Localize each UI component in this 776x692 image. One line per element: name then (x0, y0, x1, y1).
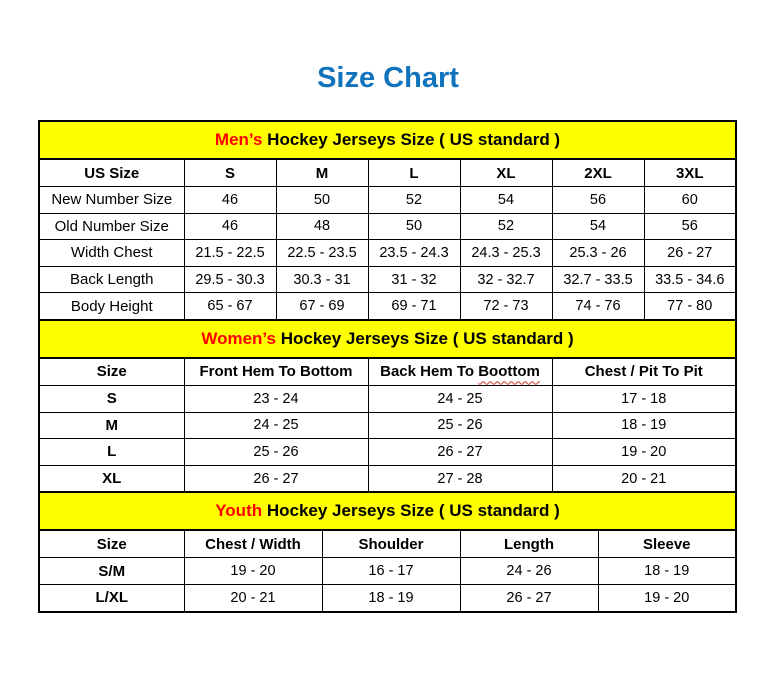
youth-size-value: 20 - 21 (184, 584, 322, 611)
youth-size-value: 18 - 19 (598, 558, 736, 585)
mens-size-value: 31 - 32 (368, 266, 460, 293)
womens-size-value: 27 - 28 (368, 465, 552, 492)
womens-column-header: Front Hem To Bottom (184, 358, 368, 386)
mens-size-value: 52 (368, 187, 460, 214)
mens-column-header: US Size (39, 159, 184, 187)
mens-size-value: 30.3 - 31 (276, 266, 368, 293)
womens-size-table (38, 319, 737, 493)
mens-size-value: 65 - 67 (184, 293, 276, 320)
womens-band-rest: Hockey Jerseys Size ( US standard ) (275, 328, 574, 348)
womens-table-row (39, 465, 736, 492)
mens-size-value: 69 - 71 (368, 293, 460, 320)
mens-size-value: 26 - 27 (644, 240, 736, 267)
mens-table-row (39, 266, 736, 293)
mens-size-value: 72 - 73 (460, 293, 552, 320)
mens-column-header: L (368, 159, 460, 187)
youth-size-value: 24 - 26 (460, 558, 598, 585)
mens-table-row (39, 213, 736, 240)
womens-size-value: 26 - 27 (368, 439, 552, 466)
youth-band-highlight: Youth (215, 501, 263, 521)
youth-table-row (39, 558, 736, 585)
womens-table-row (39, 412, 736, 439)
mens-row-label: Width Chest (39, 240, 184, 267)
youth-column-header: Length (460, 530, 598, 558)
mens-column-header: 3XL (644, 159, 736, 187)
womens-size-value: 25 - 26 (184, 439, 368, 466)
womens-size-value: 18 - 19 (552, 412, 736, 439)
youth-band-rest: Hockey Jerseys Size ( US standard ) (262, 501, 560, 521)
mens-size-value: 32.7 - 33.5 (552, 266, 644, 293)
womens-column-header: Size (39, 358, 184, 386)
youth-column-header: Chest / Width (184, 530, 322, 558)
youth-row-label: L/XL (39, 584, 184, 611)
mens-column-header: S (184, 159, 276, 187)
womens-row-label: XL (39, 465, 184, 492)
youth-size-value: 16 - 17 (322, 558, 460, 585)
mens-size-value: 54 (552, 213, 644, 240)
youth-table-row (39, 584, 736, 611)
mens-column-header: M (276, 159, 368, 187)
womens-column-header-prefix: Back Hem To (380, 363, 479, 381)
youth-size-value: 18 - 19 (322, 584, 460, 611)
womens-row-label: S (39, 385, 184, 412)
mens-row-label: New Number Size (39, 187, 184, 214)
womens-size-value: 24 - 25 (368, 385, 552, 412)
mens-size-value: 60 (644, 187, 736, 214)
youth-size-value: 19 - 20 (598, 584, 736, 611)
womens-column-header: Chest / Pit To Pit (552, 358, 736, 386)
womens-table-row (39, 439, 736, 466)
youth-column-header: Shoulder (322, 530, 460, 558)
size-tables (38, 120, 737, 613)
mens-size-value: 52 (460, 213, 552, 240)
mens-size-value: 25.3 - 26 (552, 240, 644, 267)
womens-column-header (368, 358, 552, 386)
womens-size-value: 19 - 20 (552, 439, 736, 466)
womens-row-label: M (39, 412, 184, 439)
womens-table-row (39, 385, 736, 412)
womens-column-header-misspelled-word: Boottom (478, 363, 540, 381)
mens-size-value: 23.5 - 24.3 (368, 240, 460, 267)
mens-size-value: 22.5 - 23.5 (276, 240, 368, 267)
mens-row-label: Body Height (39, 293, 184, 320)
mens-size-value: 33.5 - 34.6 (644, 266, 736, 293)
mens-size-value: 46 (184, 187, 276, 214)
mens-column-header: XL (460, 159, 552, 187)
womens-size-value: 24 - 25 (184, 412, 368, 439)
mens-size-value: 24.3 - 25.3 (460, 240, 552, 267)
womens-band-title (39, 320, 736, 358)
mens-row-label: Back Length (39, 266, 184, 293)
womens-band-highlight: Women’s (201, 328, 276, 348)
mens-size-value: 29.5 - 30.3 (184, 266, 276, 293)
womens-row-label: L (39, 439, 184, 466)
mens-size-value: 56 (552, 187, 644, 214)
mens-size-value: 56 (644, 213, 736, 240)
youth-row-label: S/M (39, 558, 184, 585)
womens-size-value: 25 - 26 (368, 412, 552, 439)
mens-band-title (39, 121, 736, 159)
mens-size-value: 77 - 80 (644, 293, 736, 320)
mens-row-label: Old Number Size (39, 213, 184, 240)
mens-size-value: 50 (368, 213, 460, 240)
mens-table-row (39, 240, 736, 267)
mens-band-rest: Hockey Jerseys Size ( US standard ) (262, 130, 561, 149)
youth-band-title (39, 492, 736, 530)
mens-table-row (39, 293, 736, 320)
youth-size-value: 26 - 27 (460, 584, 598, 611)
womens-size-value: 20 - 21 (552, 465, 736, 492)
mens-size-value: 74 - 76 (552, 293, 644, 320)
mens-size-table (38, 120, 737, 321)
womens-size-value: 17 - 18 (552, 385, 736, 412)
mens-size-value: 48 (276, 213, 368, 240)
mens-size-value: 50 (276, 187, 368, 214)
youth-column-header: Sleeve (598, 530, 736, 558)
mens-band-highlight: Men’s (214, 130, 263, 149)
womens-size-value: 23 - 24 (184, 385, 368, 412)
mens-table-row (39, 187, 736, 214)
mens-size-value: 32 - 32.7 (460, 266, 552, 293)
youth-column-header: Size (39, 530, 184, 558)
mens-size-value: 54 (460, 187, 552, 214)
mens-column-header: 2XL (552, 159, 644, 187)
womens-size-value: 26 - 27 (184, 465, 368, 492)
page-title: Size Chart (317, 62, 459, 94)
youth-size-value: 19 - 20 (184, 558, 322, 585)
mens-size-value: 46 (184, 213, 276, 240)
mens-size-value: 21.5 - 22.5 (184, 240, 276, 267)
youth-size-table (38, 491, 737, 612)
mens-size-value: 67 - 69 (276, 293, 368, 320)
